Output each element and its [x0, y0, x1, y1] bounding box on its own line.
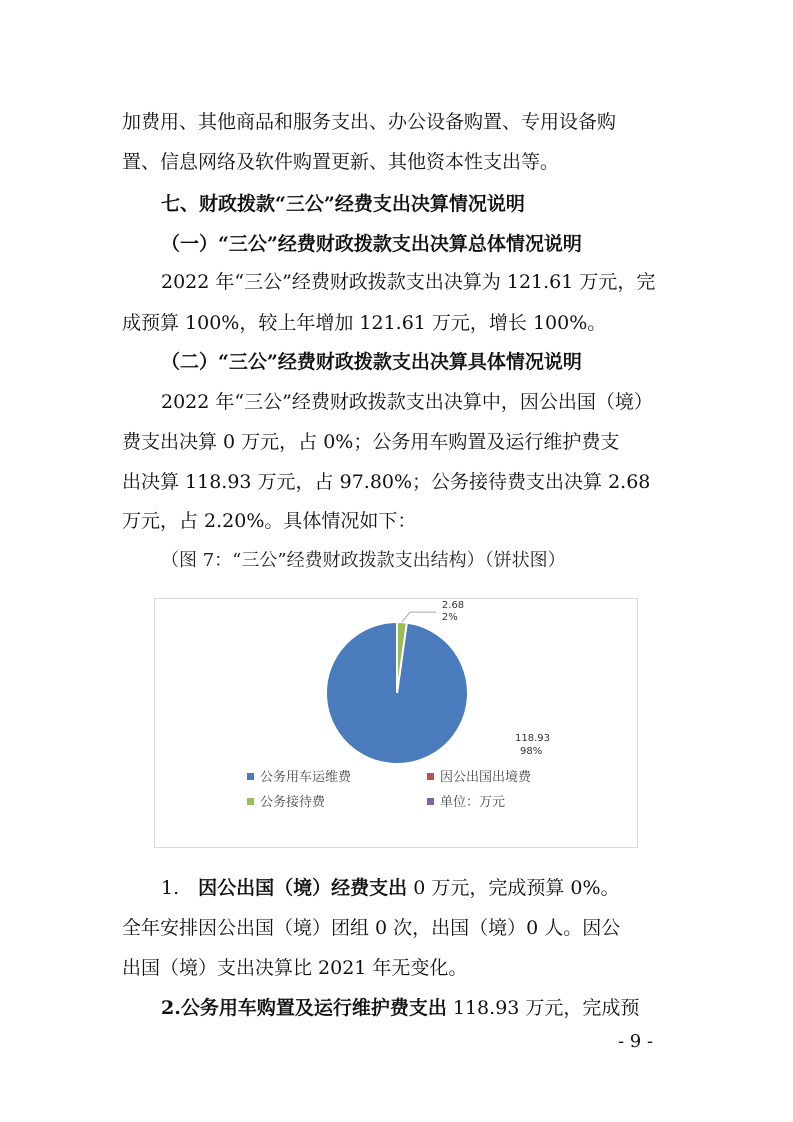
paragraph-total-b: 成预算 100%，较上年增加 121.61 万元，增长 100%。	[122, 312, 607, 334]
paragraph-detail-a: 2022 年“三公”经费财政拨款支出决算中，因公出国（境）	[161, 391, 653, 413]
legend-swatch-2	[247, 798, 254, 805]
subheading-2: （二）“三公”经费财政拨款支出决算具体情况说明	[161, 351, 582, 373]
pie-label-percent-0: 98%	[520, 746, 543, 757]
pie-slices	[326, 622, 468, 764]
paragraph-total-a: 2022 年“三公”经费财政拨款支出决算为 121.61 万元，完	[161, 271, 656, 293]
section-1-number: 1.	[161, 877, 199, 899]
chart-legend	[247, 769, 532, 810]
page-number: - 9 -	[618, 1031, 654, 1052]
section-1-line	[161, 876, 620, 900]
legend-label-1: 因公出国出境费	[440, 770, 532, 785]
section-heading-7: 七、财政拨款“三公”经费支出决算情况说明	[161, 193, 525, 215]
section-2-line	[161, 996, 639, 1020]
legend-swatch-3	[427, 798, 434, 805]
section-2-text: 118.93 万元，完成预	[446, 997, 640, 1019]
pie-label-value-0: 118.93	[515, 733, 550, 744]
section-1-title: 因公出国（境）经费支出	[198, 877, 408, 899]
body-line-1: 加费用、其他商品和服务支出、办公设备购置、专用设备购	[122, 111, 617, 133]
legend-label-2: 公务接待费	[260, 795, 326, 810]
legend-label-3: 单位：万元	[440, 795, 506, 810]
figure-caption: （图 7：“三公”经费财政拨款支出结构）（饼状图）	[161, 550, 566, 571]
body-line-2: 置、信息网络及软件购置更新、其他资本性支出等。	[122, 151, 560, 173]
pie-leader-line-2	[402, 612, 436, 622]
pie-label-percent-2: 2%	[441, 612, 458, 624]
section-1-text: 0 万元，完成预算 0%。	[407, 877, 620, 899]
legend-swatch-0	[247, 773, 254, 780]
section-2-title: 2.公务用车购置及运行维护费支出	[161, 997, 447, 1019]
legend-swatch-1	[427, 773, 434, 780]
pie-chart	[155, 599, 637, 847]
pie-label-value-2: 2.68	[441, 600, 465, 612]
section-1-line-3: 出国（境）支出决算比 2021 年无变化。	[122, 957, 468, 979]
paragraph-detail-b: 费支出决算 0 万元，占 0%；公务用车购置及运行维护费支	[122, 431, 620, 453]
paragraph-detail-c: 出决算 118.93 万元，占 97.80%；公务接待费支出决算 2.68	[122, 471, 651, 493]
pie-chart-frame	[154, 598, 638, 848]
legend-label-0: 公务用车运维费	[260, 770, 352, 785]
paragraph-detail-d: 万元，占 2.20%。具体情况如下：	[122, 510, 417, 532]
subheading-1: （一）“三公”经费财政拨款支出决算总体情况说明	[161, 233, 582, 255]
section-1-line-2: 全年安排因公出国（境）团组 0 次，出国（境）0 人。因公	[122, 917, 621, 939]
